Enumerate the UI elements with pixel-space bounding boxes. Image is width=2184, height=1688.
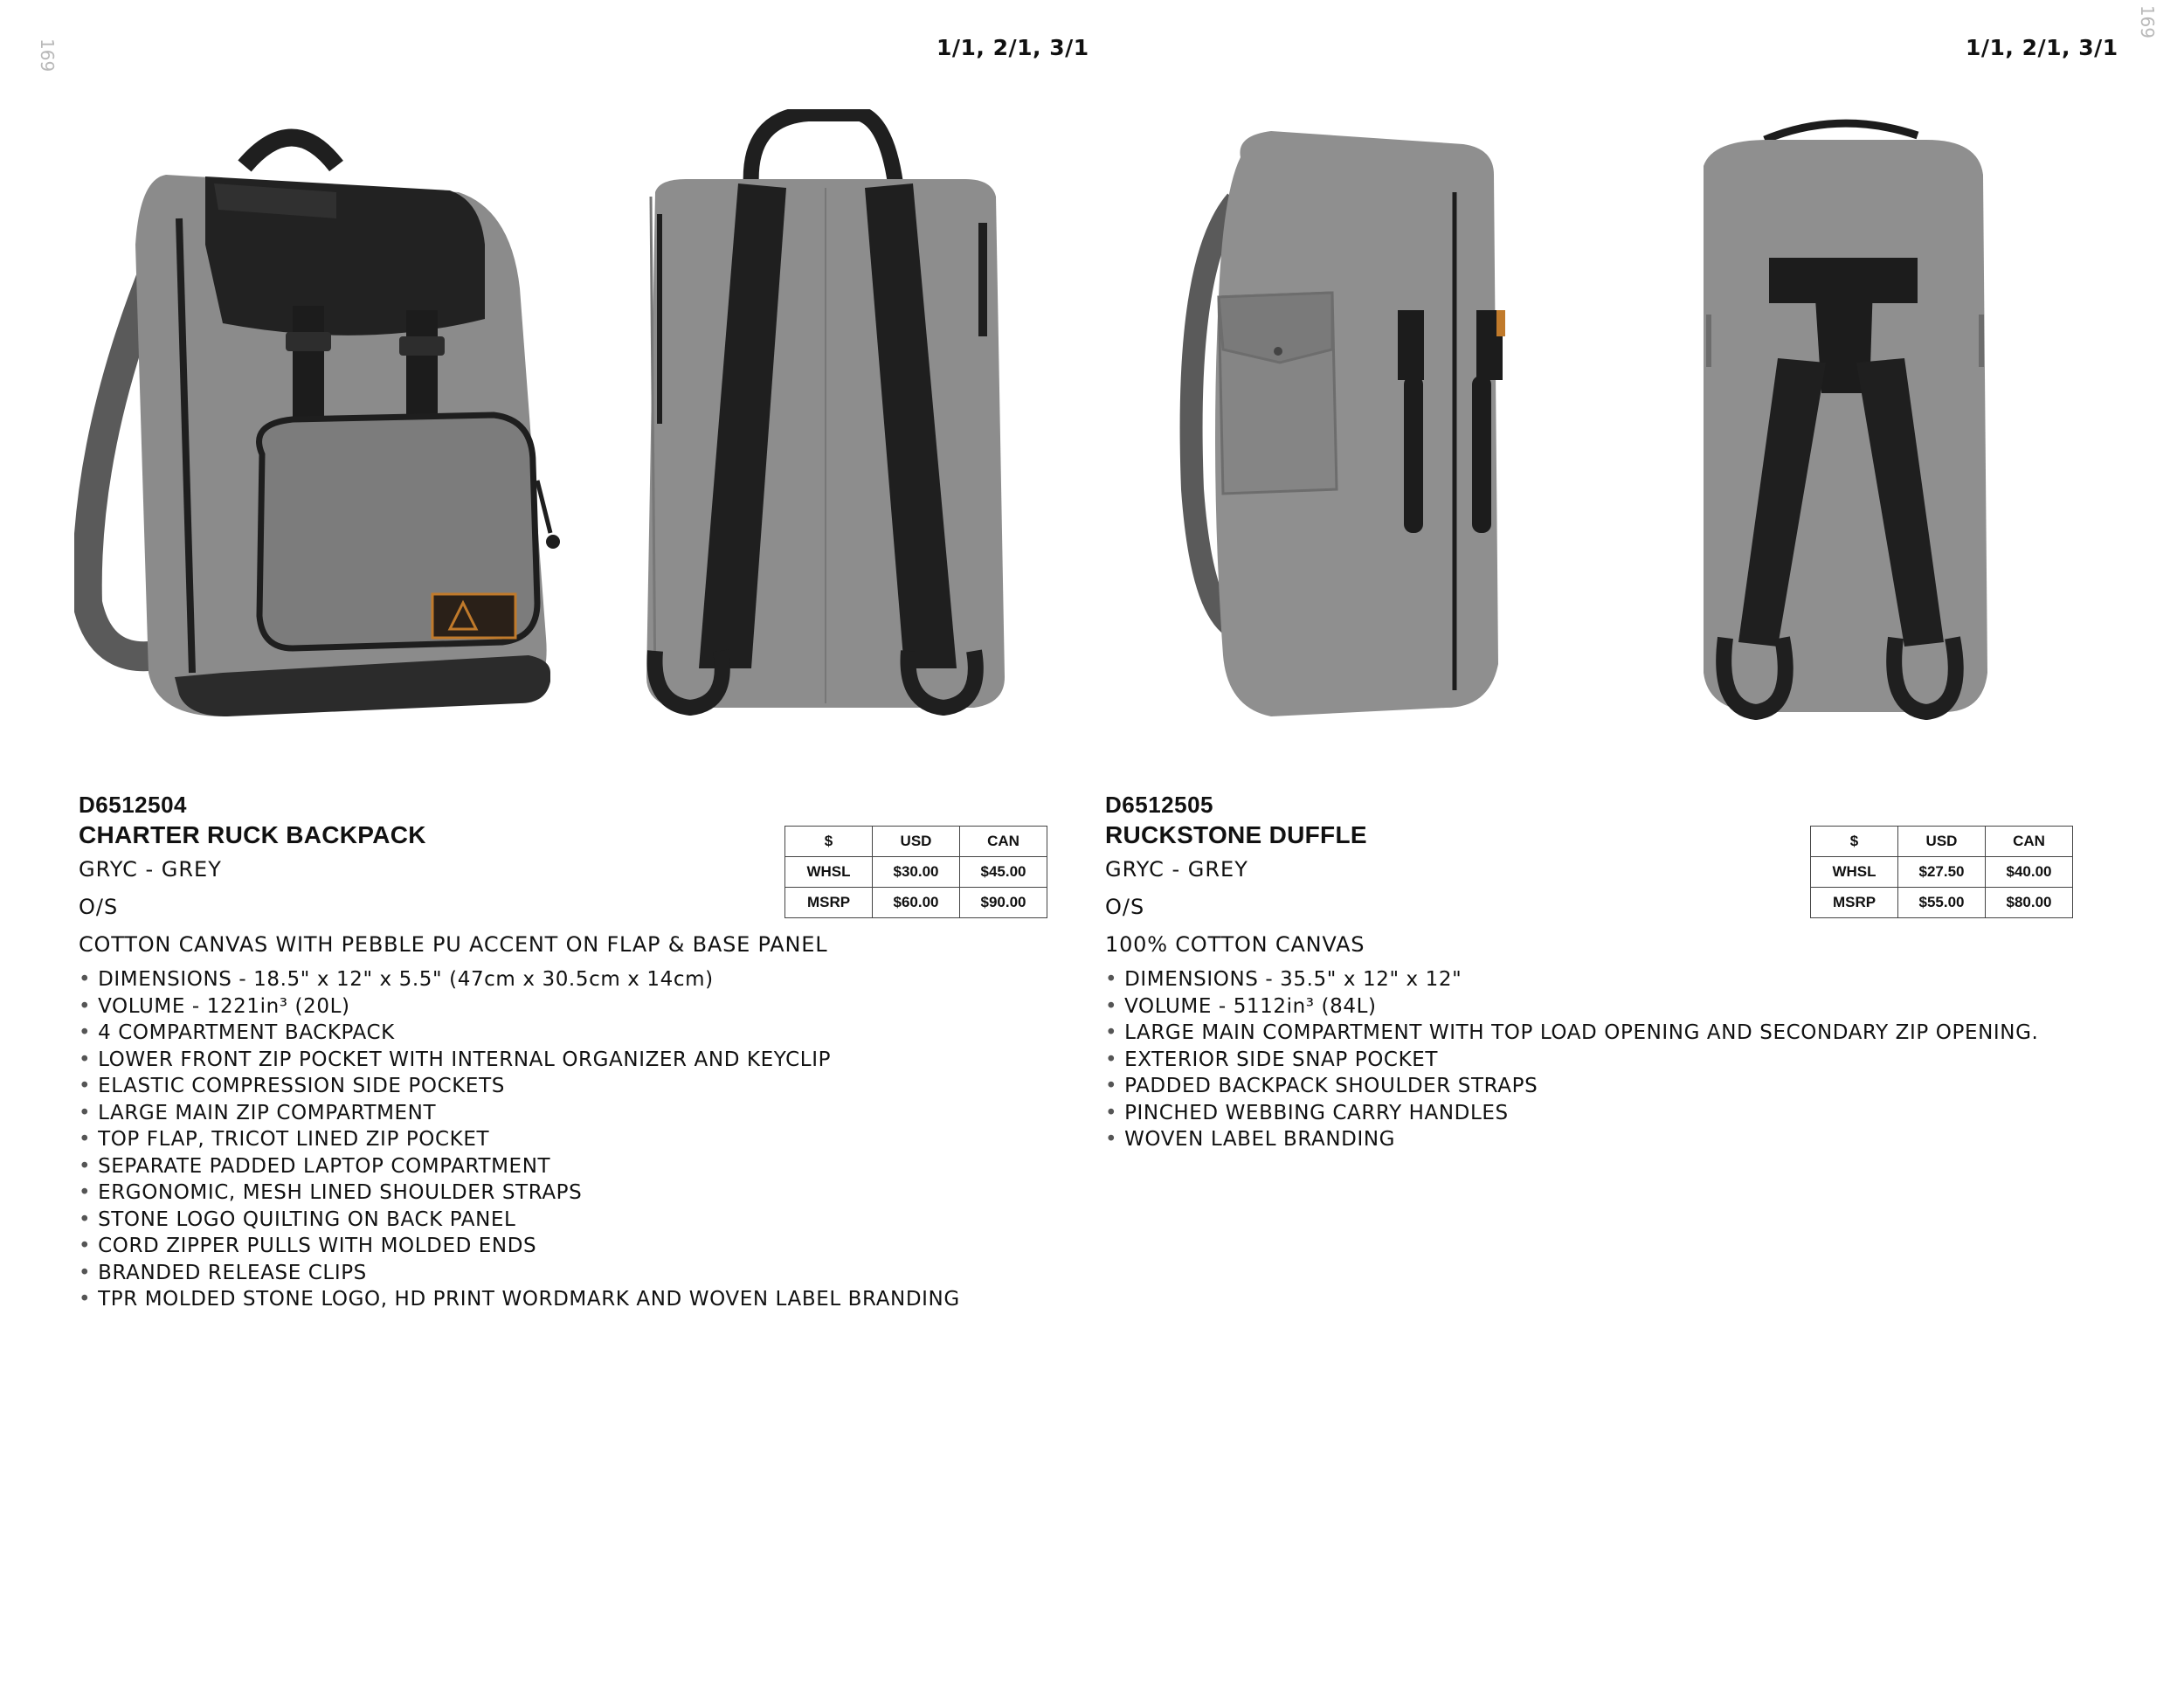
feature-item: • VOLUME - 1221in³ (20L) [79,993,1083,1020]
price-row-label: MSRP [1811,888,1898,918]
price-cell: $45.00 [960,857,1047,888]
price-table-backpack [784,826,1047,918]
price-cell: $40.00 [1986,857,2073,888]
feature-item: • BRANDED RELEASE CLIPS [79,1260,1083,1287]
feature-item: • VOLUME - 5112in³ (84L) [1105,993,2110,1020]
duffle-back-image [1682,114,2005,725]
price-row-label: WHSL [785,857,873,888]
page-number-left: 169 [37,38,58,73]
price-header-usd: USD [1898,827,1986,857]
delivery-codes-left: 1/1, 2/1, 3/1 [936,35,1089,60]
feature-item: • TPR MOLDED STONE LOGO, HD PRINT WORDMARK AND WOVEN LABEL BRANDING [79,1286,1083,1313]
feature-item: • CORD ZIPPER PULLS WITH MOLDED ENDS [79,1233,1083,1260]
price-cell: $27.50 [1898,857,1986,888]
price-header-currency: $ [1811,827,1898,857]
feature-item: • PADDED BACKPACK SHOULDER STRAPS [1105,1073,2110,1100]
feature-item: • DIMENSIONS - 18.5" x 12" x 5.5" (47cm x 30.5cm x 14cm) [79,966,1083,993]
price-row-whsl [785,857,1047,888]
price-row-whsl [1811,857,2073,888]
page-number-right: 169 [2137,4,2158,38]
feature-item: • DIMENSIONS - 35.5" x 12" x 12" [1105,966,2110,993]
price-header-usd: USD [873,827,960,857]
product-color: GRYC - GREY [79,857,222,882]
price-header-currency: $ [785,827,873,857]
price-cell: $90.00 [960,888,1047,918]
product-sku: D6512504 [79,792,187,818]
product-material: 100% COTTON CANVAS [1105,932,1365,957]
feature-item: • PINCHED WEBBING CARRY HANDLES [1105,1100,2110,1127]
feature-list [79,966,1083,1313]
price-cell: $80.00 [1986,888,2073,918]
feature-item: • 4 COMPARTMENT BACKPACK [79,1020,1083,1047]
price-row-label: WHSL [1811,857,1898,888]
price-header-can: CAN [1986,827,2073,857]
feature-item: • ELASTIC COMPRESSION SIDE POCKETS [79,1073,1083,1100]
price-table-header-row [785,827,1047,857]
feature-item: • LARGE MAIN COMPARTMENT WITH TOP LOAD OPENING AND SECONDARY ZIP OPENING. [1105,1020,2110,1047]
price-row-msrp [1811,888,2073,918]
product-size: O/S [1105,895,1145,919]
product-name: RUCKSTONE DUFFLE [1105,821,1367,848]
price-row-msrp [785,888,1047,918]
product-size: O/S [79,895,119,919]
feature-item: • WOVEN LABEL BRANDING [1105,1126,2110,1153]
feature-item: • SEPARATE PADDED LAPTOP COMPARTMENT [79,1153,1083,1180]
product-sku: D6512505 [1105,792,1213,818]
feature-item: • EXTERIOR SIDE SNAP POCKET [1105,1047,2110,1074]
price-row-label: MSRP [785,888,873,918]
price-cell: $55.00 [1898,888,1986,918]
backpack-back-image [607,109,1044,721]
product-name: CHARTER RUCK BACKPACK [79,821,426,848]
duffle-side-image [1175,122,1533,725]
feature-item: • TOP FLAP, TRICOT LINED ZIP POCKET [79,1126,1083,1153]
feature-item: • STONE LOGO QUILTING ON BACK PANEL [79,1207,1083,1234]
feature-item: • LARGE MAIN ZIP COMPARTMENT [79,1100,1083,1127]
price-cell: $60.00 [873,888,960,918]
price-header-can: CAN [960,827,1047,857]
feature-item: • ERGONOMIC, MESH LINED SHOULDER STRAPS [79,1180,1083,1207]
product-color: GRYC - GREY [1105,857,1248,882]
price-table-header-row [1811,827,2073,857]
delivery-codes-right: 1/1, 2/1, 3/1 [1966,35,2118,60]
backpack-front-image [74,114,572,716]
price-table-duffle [1810,826,2073,918]
price-cell: $30.00 [873,857,960,888]
product-material: COTTON CANVAS WITH PEBBLE PU ACCENT ON FLAP & BASE PANEL [79,932,828,957]
feature-list [1105,966,2110,1153]
feature-item: • LOWER FRONT ZIP POCKET WITH INTERNAL ORGANIZER AND KEYCLIP [79,1047,1083,1074]
